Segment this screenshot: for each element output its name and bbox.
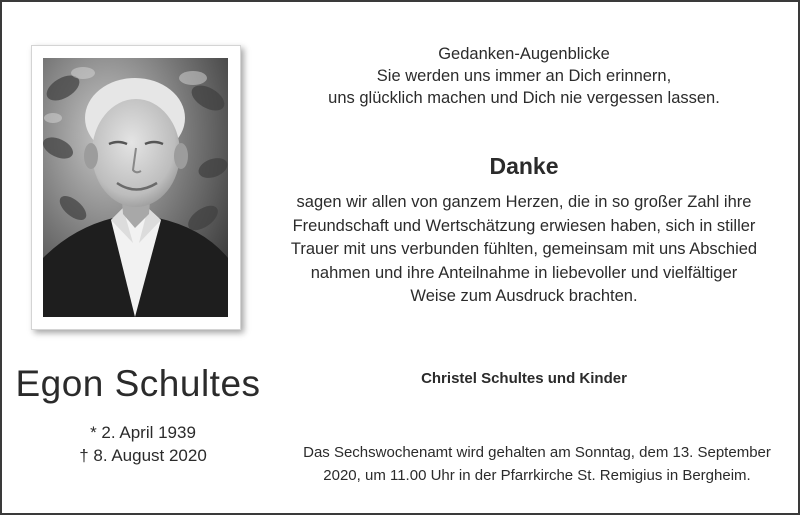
poem bbox=[264, 43, 784, 109]
portrait-image bbox=[43, 58, 228, 317]
poem-line: uns glücklich machen und Dich nie vergessen lassen. bbox=[328, 89, 720, 107]
portrait-frame bbox=[31, 45, 241, 330]
deceased-name: Egon Schultes bbox=[15, 363, 261, 404]
death-date: † 8. August 2020 bbox=[79, 446, 207, 465]
service-note-line: Das Sechswochenamt wird gehalten am Sonntag, dem 13. September bbox=[303, 444, 771, 461]
signature: Christel Schultes und Kinder bbox=[421, 370, 627, 387]
birth-date: * 2. April 1939 bbox=[90, 423, 196, 442]
poem-line: Sie werden uns immer an Dich erinnern, bbox=[376, 67, 672, 85]
thanks-line: Weise zum Ausdruck brachten. bbox=[410, 287, 638, 305]
portrait-photo bbox=[43, 58, 228, 317]
thanks-line: sagen wir allen von ganzem Herzen, die in so großer Zahl ihre bbox=[296, 193, 752, 211]
life-dates bbox=[2, 421, 284, 467]
service-note bbox=[272, 441, 800, 487]
thanks-heading: Danke bbox=[489, 153, 559, 179]
poem-line: Gedanken-Augenblicke bbox=[438, 45, 610, 63]
service-note-line: 2020, um 11.00 Uhr in der Pfarrkirche St. Remigius in Bergheim. bbox=[323, 467, 751, 484]
thanks-text bbox=[264, 191, 784, 309]
thanks-line: Trauer mit uns verbunden fühlten, gemeinsam mit uns Abschied bbox=[290, 240, 758, 258]
thanks-line: Freundschaft und Wertschätzung erwiesen haben, sich in stiller bbox=[292, 216, 756, 235]
thanks-line: nahmen und ihre Anteilnahme in liebevoller und vielfältiger bbox=[310, 263, 738, 282]
